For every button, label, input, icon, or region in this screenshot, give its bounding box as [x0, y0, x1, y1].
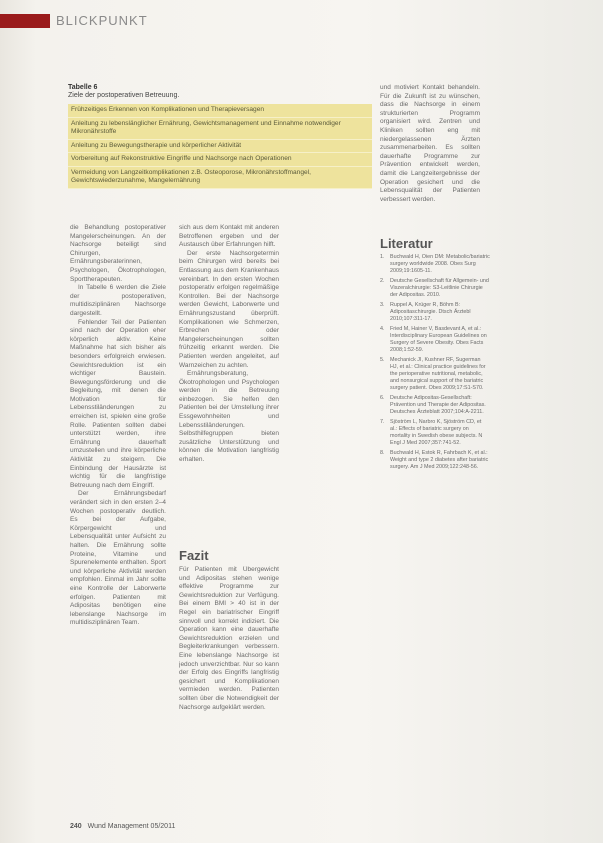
table-row: Anleitung zu lebenslänglicher Ernährung, Gewichtsmanagement und Einnahme notwendiger Mikronährstoffe [68, 118, 372, 140]
reference-text: Buchwald H, Estok R, Fahrbach K, et al.: Weight and type 2 diabetes after bariatric surgery. Am J Med 2009;122:248-56. [390, 450, 489, 470]
list-number: 6. [380, 395, 385, 401]
fazit-heading: Fazit [179, 548, 209, 563]
paragraph: sich aus dem Kontakt mit anderen Betroffenen ergeben und der Austausch über Erfahrungen hilft. [179, 224, 279, 249]
table-label: Tabelle 6 [68, 84, 98, 91]
list-number: 7. [380, 419, 385, 425]
table-row: Frühzeitiges Erkennen von Komplikationen und Therapieversagen [68, 104, 372, 118]
text-column-left [70, 224, 166, 824]
list-number: 3. [380, 302, 385, 308]
table-row: Vorbereitung auf Rekonstruktive Eingriffe und Nachsorge nach Operationen [68, 153, 372, 167]
list-item [380, 302, 490, 323]
list-item [380, 357, 490, 392]
page-number: 240 [70, 823, 82, 830]
header-accent-bar [0, 14, 50, 28]
list-item [380, 254, 490, 275]
fazit-text [179, 566, 279, 836]
list-item [380, 395, 490, 416]
literature-list [380, 254, 490, 474]
reference-text: Ruppel A, Krüger R, Böhm B: Adipositaschirurgie. Dtsch Ärztebl 2010;107:311-17. [390, 302, 471, 322]
list-item [380, 326, 490, 354]
paragraph: Der Ernährungsbedarf verändert sich in den ersten 2–4 Wochen postoperativ deutlich. Es bei der Aufgabe, Körpergewicht und Lebensqualität unter Aufsicht zu halten. Die Ernährung sollte Proteine, Vitamine und Spurenelemente enthalten. Sport und körperliche Aktivität werden empfohlen. Einmal im Jahr sollte eine Kontrolle der Laborwerte erfolgen. Patienten mit Adipositas benötigen eine lebenslange Nachsorge im multidisziplinären Team. [70, 490, 166, 627]
list-item [380, 419, 490, 447]
paragraph: Der erste Nachsorgetermin beim Chirurgen wird bereits bei Entlassung aus dem Krankenhaus vereinbart. In den ersten Wochen postoperativ erfolgen regelmäßige Kontrollen. Bei der Nachsorge werden Gewicht, Laborwerte und Ernährungszustand überprüft. Komplikationen wie Schmerzen, Erbrechen oder Mangelerscheinungen sollten frühzeitig erkannt werden. Die Patienten werden angeleitet, auf Warnzeichen zu achten. [179, 249, 279, 369]
reference-text: Mechanick JI, Kushner RF, Sugerman HJ, et al.: Clinical practice guidelines for the perioperative nutritional, metabolic, and nonsurgical support of the bariatric surgery patient. Obes 2009;17:S1-S70. [390, 357, 486, 391]
list-item [380, 450, 490, 471]
list-number: 4. [380, 326, 385, 332]
list-number: 2. [380, 278, 385, 284]
paragraph: In Tabelle 6 werden die Ziele der postoperativen, multidisziplinären Nachsorge dargestellt. [70, 284, 166, 317]
table-row: Anleitung zu Bewegungstherapie und körperlicher Aktivität [68, 140, 372, 154]
paragraph: Fehlender Teil der Patienten sind nach der Operation eher körperlich aktiv. Keine Maßnahme hat sich bisher als besonders erfolgreich erwiesen. Gewichtsreduktion ist ein wichtiger Baustein. Bewegungsförderung und die Begleitung, mit denen die Motivation für Lebensstiländerungen zu erreichen ist, spielen eine große Rolle. Patienten sollten dabei unterstützt werden, ihre Ernährung dauerhaft umzustellen und ihre körperliche Aktivität zu steigern. Die Einbindung der Hausärzte ist wichtig für die langfristige Betreuung nach dem Eingriff. [70, 318, 166, 489]
reference-text: Deutsche Adipositas-Gesellschaft: Prävention und Therapie der Adipositas. Deutsches Ärzteblatt 2007;104:A-2211. [390, 395, 486, 415]
table-row: Vermeidung von Langzeitkomplikationen z.B. Osteoporose, Mikronährstoffmangel, Gewichtswiederzunahme, Mangelernährung [68, 167, 372, 189]
paragraph: Für Patienten mit Übergewicht und Adipositas stehen wenige effektive Programme zur Gewichtsreduktion zur Verfügung. Bei einem BMI > 40 ist in der Regel ein bariatrischer Eingriff sinnvoll und korrekt indiziert. Die Operation kann eine dauerhafte Gewichtsreduktion erzielen und Begleiterkrankungen verbessern. Eine lebenslange Nachsorge ist jedoch unverzichtbar. Nur so kann der Erfolg des Eingriffs langfristig gesichert und Komplikationen vermieden werden. Patienten sollten über die Notwendigkeit der Nachsorge aufgeklärt werden. [179, 566, 279, 711]
page-footer [70, 823, 175, 830]
text-column-middle [179, 224, 279, 542]
page-header [0, 12, 200, 32]
paragraph: die Behandlung postoperativer Mangelerscheinungen. An der Nachsorge beteiligt sind Chirurgen, Ernährungsberaterinnen, Psychologen, Ökotrophologen, Sporttherapeuten. [70, 224, 166, 283]
list-number: 5. [380, 357, 385, 363]
journal-name: Wund Management 05/2011 [87, 823, 176, 830]
header-title: BLICKPUNKT [56, 13, 148, 28]
paragraph: und motiviert Kontakt behandeln. Für die Zukunft ist zu wünschen, dass die Nachsorge in einem strukturierten Programm organisiert wird. Zentren und Kliniken sollten eng mit niedergelassenen Ärzten zusammenarbeiten. Es sollten dauerhafte Programme zur Prävention entwickelt werden, damit die Langzeitergebnisse der Operation gesichert und die Lebensqualität der Patienten verbessert werden. [380, 84, 480, 203]
reference-text: Sjöström L, Narbro K, Sjöström CD, et al.: Effects of bariatric surgery on mortality in Swedish obese subjects. N Engl J Med 2007;357:741-52. [390, 419, 483, 446]
table-caption: Ziele der postoperativen Betreuung. [68, 92, 180, 99]
reference-text: Fried M, Hainer V, Basdevant A, et al.: Interdisciplinary European Guidelines on Surgery of Severe Obesity. Obes Facts 2008;1:52-59. [390, 326, 487, 353]
list-number: 8. [380, 450, 385, 456]
text-column-right [380, 84, 480, 244]
reference-text: Deutsche Gesellschaft für Allgemein- und Viszeralchirurgie: S3-Leitlinie Chirurgie der Adipositas. 2010. [390, 278, 489, 298]
list-number: 1. [380, 254, 385, 260]
goals-table [68, 84, 372, 189]
literature-heading: Literatur [380, 236, 433, 251]
list-item [380, 278, 490, 299]
paragraph: Ernährungsberatung, Ökotrophologen und Psychologen werden in die Betreuung einbezogen. Sie helfen den Patienten bei der Umstellung ihrer Essgewohnheiten und Lebensstiländerungen. Selbsthilfegruppen bieten zusätzliche Unterstützung und können die Motivation langfristig erhalten. [179, 370, 279, 464]
reference-text: Buchwald H, Oien DM: Metabolic/bariatric surgery worldwide 2008. Obes Surg 2009;19:1605-11. [390, 254, 490, 274]
